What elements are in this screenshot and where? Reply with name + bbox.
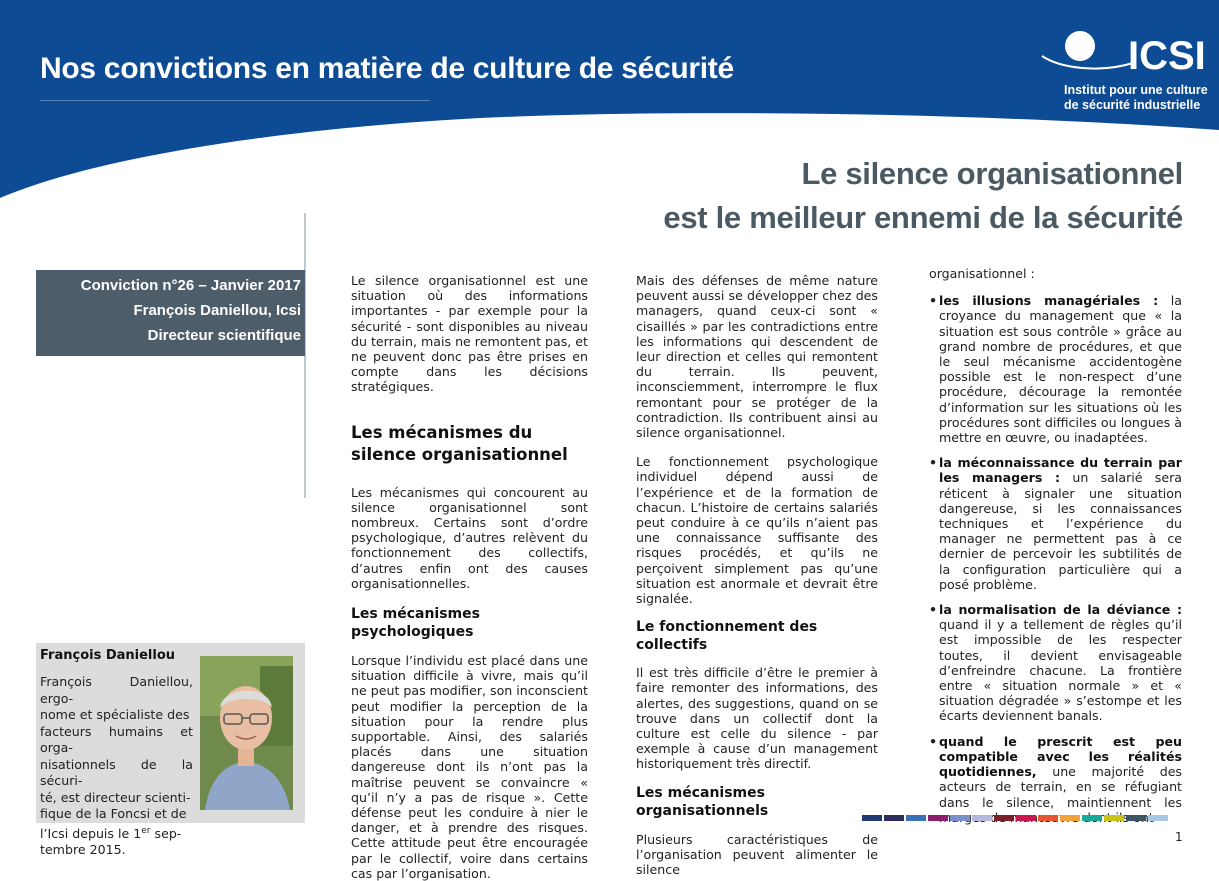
color-swatch [928, 815, 948, 821]
author-bio-line: nisationnels de la sécuri- [40, 756, 193, 788]
heading-psychologiques: Les mécanismes psychologiques [351, 606, 480, 641]
paragraph-lead: organisationnel : [929, 266, 1035, 281]
author-bio-line: facteurs humains et orga- [40, 723, 193, 755]
color-swatch [1038, 815, 1058, 821]
conviction-number: Conviction n°26 – Janvier 2017 [80, 277, 301, 294]
document-title: Nos convictions en matière de culture de sécurité [40, 52, 734, 85]
page-number: 1 [1175, 830, 1183, 844]
color-swatch [994, 815, 1014, 821]
color-swatch [884, 815, 904, 821]
color-swatch [950, 815, 970, 821]
article-title-line-2: est le meilleur ennemi de la sécurité [663, 200, 1183, 235]
paragraph-experience: Le fonctionnement psychologique individuel dépend aussi de l’expérience et de la formation de chacun. L’histoire de certains salariés peut conduire à ce qu’ils n’aient pas une connaissance suffisante des risques procédés, et qu’ils ne perçoivent simplement pas qu’une situation est anormale et devrait être signalée. [636, 454, 878, 607]
author-bio-line: l’Icsi depuis le 1er sep- [40, 825, 182, 841]
paragraph-defenses: Mais des défenses de même nature peuvent aussi se développer chez des managers, quand ceux-ci sont « cisaillés » par les contradictions entre les informations qui descendent de leur direction et celles qui remontent du terrain. Ils peuvent, inconsciemment, interrompre le flux remontant pour se protéger de la contradiction. Ils contribuent ainsi au silence organisationnel. [636, 273, 878, 441]
author-bio-line: fique de la Foncsi et de [40, 806, 187, 821]
bullet-illusions: • les illusions managériales : la croyance du management que « la situation est sous contrôle » grâce au grand nombre de procédures, et que le seul mécanisme accidentogène possible est le non-respect d’une procédure, décourage la remontée d’information sur les situations où les procédures sont difficiles ou longues à mettre en œuvre, ou inadaptées. [929, 293, 1182, 446]
author-name: François Daniellou [40, 648, 176, 663]
color-swatch [1082, 815, 1102, 821]
color-swatch [906, 815, 926, 821]
icsi-logo-subtitle [1064, 83, 1208, 113]
logo-sub-line-1: Institut pour une culture [1064, 83, 1208, 97]
paragraph-psychologiques: Lorsque l’individu est placé dans une situation difficile à vivre, mais qu’il ne peut pas modifier, son inconscient peut modifier la perception de la situation pour la rendre plus supportable. Ainsi, des salariés placés dans une situation dangereuse dont ils n’ont pas la maîtrise peuvent se convaincre « qu’il n’y a pas de risque ». Cette défense peut les conduire à nier le danger, et à prendre des risques. Cette attitude peut être encouragée par le collectif, voire dans certains cas par l’organisation. [351, 653, 588, 881]
column-3 [929, 266, 1182, 825]
author-bio [40, 674, 193, 859]
bullet-meconnaissance: • la méconnaissance du terrain par les managers : un salarié sera réticent à signaler une situation dangereuse, si les connaissances techniques et l’expérience du manager ne permettent pas à ce dernier de percevoir les subtilités de la configuration particulière qui a posé problème. [929, 455, 1182, 592]
conviction-role: Directeur scientifique [147, 327, 301, 344]
heading-mecanismes: Les mécanismes du silence organisationnel [351, 422, 568, 464]
article-title [663, 152, 1183, 240]
bullet-normalisation: • la normalisation de la déviance : quand il y a tellement de règles qu’il est impossible de les respecter toutes, il devient envisageable d’enfreindre chacune. La frontière entre « situation normale » et « situation dégradée » s’estompe et les écarts deviennent banals. [929, 602, 1182, 724]
author-bio-line: François Daniellou, ergo- [40, 674, 193, 706]
heading-collectifs: Le fonctionnement des collectifs [636, 619, 818, 654]
intro-paragraph: Le silence organisationnel est une situation où des informations importantes - par exemple pour la sécurité - sont disponibles au niveau du terrain, mais ne remontent pas, et ne peuvent donc pas être prises en compte dans les décisions stratégiques. [351, 273, 588, 395]
icsi-logo-text: ICSI [1128, 34, 1206, 78]
title-divider [40, 100, 430, 101]
author-bio-line: tembre 2015. [40, 842, 126, 858]
conviction-box [36, 270, 305, 356]
author-bio-line: té, est directeur scienti- [40, 789, 191, 805]
icsi-logo-icon [1040, 18, 1140, 80]
bullet-prescrit: • quand le prescrit est peu compatible avec les réalités quotidiennes, une majorité des acteurs de terrain, en se réfugiant dans le silence, maintiennent les [929, 733, 1182, 810]
bullet-icon: • [929, 293, 938, 309]
color-swatch [972, 815, 992, 821]
paragraph-mecanismes: Les mécanismes qui concourent au silence organisationnel sont nombreux. Certains sont d’ordre psychologique, d’autres relèvent du fonctionnement des collectifs, d’autres enfin ont des causes organisationnelles. [351, 484, 588, 591]
logo-sub-line-2: de sécurité industrielle [1064, 98, 1201, 112]
heading-organisationnels: Les mécanismes organisationnels [636, 784, 769, 819]
bullet-icon: • [929, 733, 938, 749]
column-2 [636, 273, 878, 877]
author-bio-line: nome et spécialiste des [40, 707, 190, 722]
color-swatch [1126, 815, 1146, 821]
column-1 [351, 273, 588, 881]
bullet-icon: • [929, 455, 938, 471]
bullet-icon: • [929, 602, 938, 618]
article-title-line-1: Le silence organisationnel [801, 156, 1183, 191]
conviction-author: François Daniellou, Icsi [133, 302, 301, 319]
color-swatch [1060, 815, 1080, 821]
paragraph-collectifs: Il est très difficile d’être le premier à faire remonter des informations, des alertes, des suggestions, quand on se trouve dans un collectif dont la culture est celle du silence - par exemple à cause d’un management historiquement très directif. [636, 665, 878, 772]
color-swatch [1148, 815, 1168, 821]
color-swatch [1104, 815, 1124, 821]
color-swatch [1016, 815, 1036, 821]
paragraph-organisationnels: Plusieurs caractéristiques de l’organisation peuvent alimenter le silence [636, 831, 878, 878]
author-photo [200, 656, 293, 810]
color-swatch [862, 815, 882, 821]
